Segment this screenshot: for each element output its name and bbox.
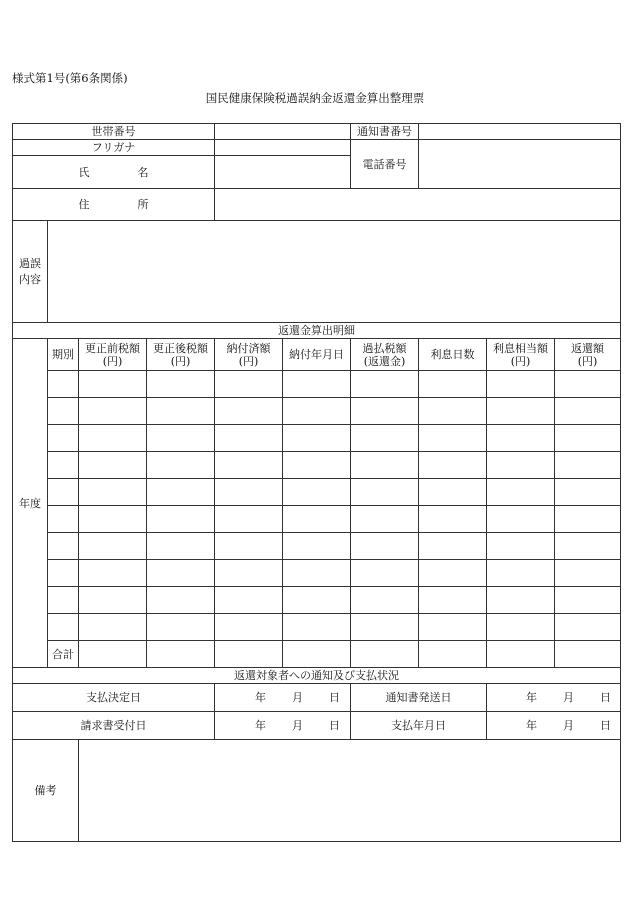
- table-cell[interactable]: [48, 560, 79, 587]
- col-header-paid-amount-unit: (円): [238, 354, 259, 368]
- notice-number-label: 通知書番号: [351, 124, 419, 140]
- table-cell[interactable]: [351, 641, 419, 668]
- table-cell[interactable]: [215, 371, 283, 398]
- col-header-payment-date-text: 納付年月日: [289, 348, 344, 361]
- table-cell[interactable]: [351, 425, 419, 452]
- notice-section-title: 返還対象者への通知及び支払状況: [13, 668, 621, 684]
- name-field[interactable]: [215, 156, 351, 189]
- table-cell[interactable]: [79, 506, 147, 533]
- table-cell[interactable]: [419, 398, 487, 425]
- error-content-label-line-1: 過誤: [19, 256, 41, 270]
- col-header-overpaid: [351, 339, 419, 371]
- form-number: 様式第1号(第6条関係): [12, 71, 128, 85]
- table-cell[interactable]: [79, 614, 147, 641]
- table-row: [13, 587, 621, 614]
- table-cell[interactable]: [79, 533, 147, 560]
- table-cell[interactable]: [215, 614, 283, 641]
- table-cell[interactable]: [419, 452, 487, 479]
- table-cell[interactable]: [419, 425, 487, 452]
- claim-received-date-label: 請求書受付日: [13, 712, 215, 740]
- table-cell[interactable]: [351, 533, 419, 560]
- table-cell[interactable]: [48, 533, 79, 560]
- table-cell[interactable]: [555, 587, 621, 614]
- table-cell[interactable]: [79, 452, 147, 479]
- table-cell[interactable]: [215, 398, 283, 425]
- table-cell[interactable]: [555, 398, 621, 425]
- table-cell[interactable]: [487, 479, 555, 506]
- table-cell[interactable]: [555, 452, 621, 479]
- table-cell[interactable]: [487, 533, 555, 560]
- table-cell[interactable]: [215, 425, 283, 452]
- table-cell[interactable]: [48, 398, 79, 425]
- month-label: 月: [292, 691, 303, 704]
- table-row: [13, 533, 621, 560]
- col-header-paid-amount-text: 納付済額: [226, 341, 271, 355]
- table-cell[interactable]: [487, 587, 555, 614]
- table-cell[interactable]: [487, 614, 555, 641]
- claim-received-date-field[interactable]: [215, 712, 351, 740]
- col-header-interest-days-text: 利息日数: [430, 348, 475, 361]
- error-content-label-line-2: 内容: [19, 272, 41, 286]
- refund-calculation-form: [12, 123, 621, 842]
- name-label-char-1: 氏: [78, 165, 90, 179]
- table-cell[interactable]: [79, 479, 147, 506]
- table-cell[interactable]: [555, 614, 621, 641]
- table-cell[interactable]: [79, 641, 147, 668]
- table-cell[interactable]: [419, 533, 487, 560]
- table-cell[interactable]: [351, 452, 419, 479]
- table-row: [13, 425, 621, 452]
- table-cell[interactable]: [419, 479, 487, 506]
- col-header-refund-amount: [555, 339, 621, 371]
- payment-date-label: 支払年月日: [351, 712, 487, 740]
- table-cell[interactable]: [487, 506, 555, 533]
- table-cell[interactable]: [215, 506, 283, 533]
- table-cell[interactable]: [555, 506, 621, 533]
- household-number-field[interactable]: [215, 124, 351, 140]
- table-cell[interactable]: [283, 533, 351, 560]
- address-label: [13, 189, 215, 221]
- col-header-interest-amount-unit: (円): [510, 354, 531, 368]
- day-label: 日: [329, 719, 340, 732]
- table-row: [13, 371, 621, 398]
- col-header-overpaid-text: 過払税額: [362, 341, 407, 355]
- notice-sent-date-label: 通知書発送日: [351, 684, 487, 712]
- table-cell[interactable]: [215, 641, 283, 668]
- table-cell[interactable]: [147, 479, 215, 506]
- table-cell[interactable]: [555, 425, 621, 452]
- table-cell[interactable]: [283, 641, 351, 668]
- table-cell[interactable]: [79, 398, 147, 425]
- table-cell[interactable]: [79, 560, 147, 587]
- table-cell[interactable]: [147, 425, 215, 452]
- col-header-tax-before: [79, 339, 147, 371]
- table-row: [13, 560, 621, 587]
- table-row: [13, 614, 621, 641]
- table-cell[interactable]: [487, 398, 555, 425]
- col-header-tax-after-unit: (円): [170, 354, 191, 368]
- year-label: 年: [255, 719, 266, 732]
- table-cell[interactable]: [48, 371, 79, 398]
- table-cell[interactable]: [555, 560, 621, 587]
- table-cell[interactable]: [487, 452, 555, 479]
- address-label-char-2: 所: [137, 198, 149, 211]
- table-row: [13, 479, 621, 506]
- table-cell[interactable]: [283, 560, 351, 587]
- col-header-refund-amount-unit: (円): [577, 354, 598, 368]
- table-cell[interactable]: [487, 425, 555, 452]
- table-cell[interactable]: [351, 371, 419, 398]
- col-header-interest-amount-text: 利息相当額: [493, 341, 548, 355]
- table-cell[interactable]: [419, 506, 487, 533]
- total-label: 合計: [48, 641, 79, 668]
- table-cell[interactable]: [147, 452, 215, 479]
- calculation-section-title: 返還金算出明細: [13, 323, 621, 339]
- col-header-tax-after: [147, 339, 215, 371]
- month-label: 月: [292, 719, 303, 732]
- address-label-char-1: 住: [78, 198, 90, 211]
- notice-sent-date-field[interactable]: [487, 684, 621, 712]
- name-label: [13, 156, 215, 189]
- year-label: 年: [526, 719, 537, 732]
- payment-date-field[interactable]: [487, 712, 621, 740]
- table-cell[interactable]: [419, 587, 487, 614]
- table-cell[interactable]: [147, 641, 215, 668]
- table-cell[interactable]: [48, 452, 79, 479]
- table-cell[interactable]: [283, 479, 351, 506]
- table-cell[interactable]: [48, 506, 79, 533]
- household-number-label: 世帯番号: [13, 124, 215, 140]
- table-cell[interactable]: [283, 614, 351, 641]
- col-header-tax-before-text: 更正前税額: [85, 341, 140, 355]
- day-label: 日: [329, 691, 340, 704]
- table-cell[interactable]: [283, 398, 351, 425]
- table-row: [13, 452, 621, 479]
- table-cell[interactable]: [147, 398, 215, 425]
- address-field[interactable]: [215, 189, 621, 221]
- col-header-refund-amount-text: 返還額: [571, 341, 604, 355]
- table-cell[interactable]: [283, 506, 351, 533]
- table-cell[interactable]: [147, 560, 215, 587]
- table-cell[interactable]: [351, 506, 419, 533]
- furigana-label: フリガナ: [13, 140, 215, 156]
- col-header-tax-after-text: 更正後税額: [153, 341, 208, 355]
- table-cell[interactable]: [79, 371, 147, 398]
- table-cell[interactable]: [419, 614, 487, 641]
- payment-decision-date-field[interactable]: [215, 684, 351, 712]
- table-row: [13, 398, 621, 425]
- table-cell[interactable]: [48, 614, 79, 641]
- col-header-overpaid-unit: (返還金): [363, 354, 406, 368]
- remarks-label: 備考: [13, 740, 79, 842]
- table-cell[interactable]: [215, 533, 283, 560]
- document-title: 国民健康保険税過誤納金返還金算出整理票: [205, 91, 425, 105]
- error-content-field[interactable]: [48, 221, 621, 323]
- table-cell[interactable]: [487, 371, 555, 398]
- day-label: 日: [600, 691, 611, 704]
- furigana-field[interactable]: [215, 140, 351, 156]
- table-cell[interactable]: [351, 614, 419, 641]
- table-cell[interactable]: [215, 479, 283, 506]
- error-content-label: [13, 221, 48, 323]
- col-header-period-text: 期別: [52, 348, 74, 361]
- table-cell[interactable]: [147, 614, 215, 641]
- fiscal-year-label: 年度: [13, 339, 48, 668]
- col-header-paid-amount: [215, 339, 283, 371]
- payment-decision-date-label: 支払決定日: [13, 684, 215, 712]
- table-cell[interactable]: [79, 587, 147, 614]
- year-label: 年: [526, 691, 537, 704]
- table-cell[interactable]: [555, 641, 621, 668]
- table-cell[interactable]: [48, 425, 79, 452]
- total-row: [13, 641, 621, 668]
- table-cell[interactable]: [487, 641, 555, 668]
- table-cell[interactable]: [215, 560, 283, 587]
- table-cell[interactable]: [419, 641, 487, 668]
- col-header-interest-days: [419, 339, 487, 371]
- month-label: 月: [563, 691, 574, 704]
- table-cell[interactable]: [351, 398, 419, 425]
- table-cell[interactable]: [79, 425, 147, 452]
- table-cell[interactable]: [283, 425, 351, 452]
- table-cell[interactable]: [283, 371, 351, 398]
- table-cell[interactable]: [283, 587, 351, 614]
- table-cell[interactable]: [487, 560, 555, 587]
- table-cell[interactable]: [215, 587, 283, 614]
- table-cell[interactable]: [48, 587, 79, 614]
- col-header-payment-date: [283, 339, 351, 371]
- table-cell[interactable]: [555, 479, 621, 506]
- col-header-tax-before-unit: (円): [102, 354, 123, 368]
- table-cell[interactable]: [555, 371, 621, 398]
- table-cell[interactable]: [215, 452, 283, 479]
- table-cell[interactable]: [555, 533, 621, 560]
- table-cell[interactable]: [147, 533, 215, 560]
- year-label: 年: [255, 691, 266, 704]
- table-row: [13, 506, 621, 533]
- day-label: 日: [600, 719, 611, 732]
- name-label-char-2: 名: [137, 165, 149, 179]
- remarks-field[interactable]: [79, 740, 621, 842]
- table-cell[interactable]: [48, 479, 79, 506]
- table-cell[interactable]: [419, 560, 487, 587]
- table-cell[interactable]: [147, 506, 215, 533]
- notice-number-field[interactable]: [419, 124, 621, 140]
- month-label: 月: [563, 719, 574, 732]
- col-header-interest-amount: [487, 339, 555, 371]
- table-cell[interactable]: [419, 371, 487, 398]
- table-cell[interactable]: [283, 452, 351, 479]
- phone-field[interactable]: [419, 140, 621, 189]
- phone-label: 電話番号: [351, 140, 419, 189]
- table-cell[interactable]: [351, 479, 419, 506]
- table-cell[interactable]: [147, 371, 215, 398]
- table-cell[interactable]: [147, 587, 215, 614]
- table-cell[interactable]: [351, 587, 419, 614]
- table-cell[interactable]: [351, 560, 419, 587]
- col-header-period: [48, 339, 79, 371]
